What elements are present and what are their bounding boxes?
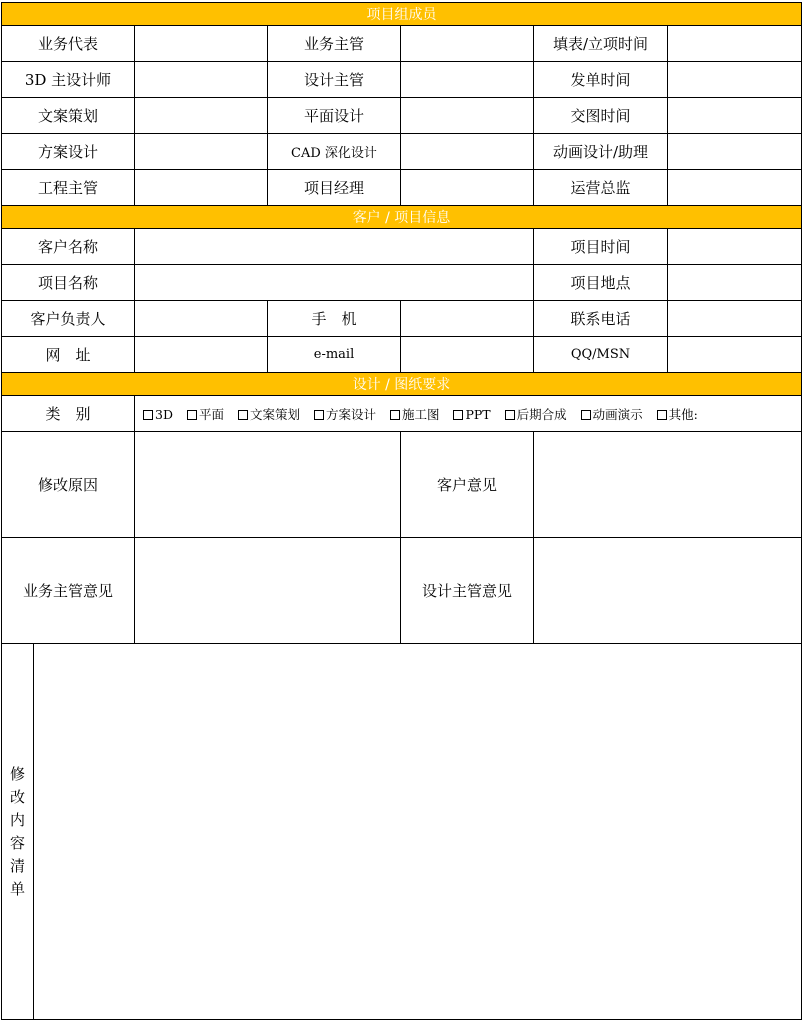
section-header-client: 客户 / 项目信息 xyxy=(2,206,802,229)
checkbox-icon[interactable] xyxy=(657,410,667,420)
label-email: e-mail xyxy=(268,337,401,373)
label-operations-director: 运营总监 xyxy=(534,170,668,206)
field-fill-time[interactable] xyxy=(668,26,802,62)
label-delivery-time: 交图时间 xyxy=(534,98,668,134)
checkbox-icon[interactable] xyxy=(314,410,324,420)
field-client-contact[interactable] xyxy=(135,301,268,337)
label-cad-detailing: CAD 深化设计 xyxy=(268,134,401,170)
section-header-design: 设计 / 图纸要求 xyxy=(2,373,802,396)
label-project-time: 项目时间 xyxy=(534,229,668,265)
label-scheme-design: 方案设计 xyxy=(2,134,135,170)
label-qq-msn: QQ/MSN xyxy=(534,337,668,373)
checkbox-icon[interactable] xyxy=(505,410,515,420)
checkbox-icon[interactable] xyxy=(390,410,400,420)
field-client-opinion[interactable] xyxy=(534,432,802,538)
section-header-members: 项目组成员 xyxy=(2,3,802,26)
field-design-supervisor[interactable] xyxy=(401,62,534,98)
label-design-supervisor: 设计主管 xyxy=(268,62,401,98)
label-revision-list: 修 改 内 容 清 单 xyxy=(2,644,34,1020)
label-animation-assistant: 动画设计/助理 xyxy=(534,134,668,170)
option-3d[interactable]: 3D xyxy=(143,407,173,422)
checkbox-icon[interactable] xyxy=(187,410,197,420)
option-graphic[interactable]: 平面 xyxy=(187,405,224,423)
field-project-time[interactable] xyxy=(668,229,802,265)
label-client-opinion: 客户意见 xyxy=(401,432,534,538)
field-cad-detailing[interactable] xyxy=(401,134,534,170)
label-dispatch-time: 发单时间 xyxy=(534,62,668,98)
label-business-supervisor-opinion: 业务主管意见 xyxy=(2,538,135,644)
label-revision-reason: 修改原因 xyxy=(2,432,135,538)
label-engineering-supervisor: 工程主管 xyxy=(2,170,135,206)
field-project-manager[interactable] xyxy=(401,170,534,206)
checkbox-icon[interactable] xyxy=(143,410,153,420)
field-project-location[interactable] xyxy=(668,265,802,301)
field-copy-planning[interactable] xyxy=(135,98,268,134)
option-animation-demo[interactable]: 动画演示 xyxy=(581,405,643,423)
category-options xyxy=(135,396,802,432)
option-other[interactable]: 其他: xyxy=(657,405,698,423)
field-phone[interactable] xyxy=(668,301,802,337)
label-phone: 联系电话 xyxy=(534,301,668,337)
field-website[interactable] xyxy=(135,337,268,373)
field-scheme-design[interactable] xyxy=(135,134,268,170)
option-ppt[interactable]: PPT xyxy=(453,407,490,422)
label-project-location: 项目地点 xyxy=(534,265,668,301)
label-website: 网 址 xyxy=(2,337,135,373)
project-form xyxy=(1,2,802,1020)
field-qq-msn[interactable] xyxy=(668,337,802,373)
field-lead-3d-designer[interactable] xyxy=(135,62,268,98)
label-business-supervisor: 业务主管 xyxy=(268,26,401,62)
option-post-compositing[interactable]: 后期合成 xyxy=(505,405,567,423)
field-operations-director[interactable] xyxy=(668,170,802,206)
field-project-name[interactable] xyxy=(135,265,534,301)
label-project-name: 项目名称 xyxy=(2,265,135,301)
field-graphic-design[interactable] xyxy=(401,98,534,134)
field-client-name[interactable] xyxy=(135,229,534,265)
checkbox-icon[interactable] xyxy=(453,410,463,420)
label-design-supervisor-opinion: 设计主管意见 xyxy=(401,538,534,644)
field-design-supervisor-opinion[interactable] xyxy=(534,538,802,644)
field-animation-assistant[interactable] xyxy=(668,134,802,170)
label-client-contact: 客户负责人 xyxy=(2,301,135,337)
field-engineering-supervisor[interactable] xyxy=(135,170,268,206)
field-business-supervisor-opinion[interactable] xyxy=(135,538,401,644)
label-project-manager: 项目经理 xyxy=(268,170,401,206)
label-fill-time: 填表/立项时间 xyxy=(534,26,668,62)
label-client-name: 客户名称 xyxy=(2,229,135,265)
label-graphic-design: 平面设计 xyxy=(268,98,401,134)
field-delivery-time[interactable] xyxy=(668,98,802,134)
field-mobile[interactable] xyxy=(401,301,534,337)
field-revision-reason[interactable] xyxy=(135,432,401,538)
option-construction-drawing[interactable]: 施工图 xyxy=(390,405,440,423)
label-lead-3d-designer: 3D 主设计师 xyxy=(2,62,135,98)
field-dispatch-time[interactable] xyxy=(668,62,802,98)
label-mobile: 手 机 xyxy=(268,301,401,337)
option-scheme-design[interactable]: 方案设计 xyxy=(314,405,376,423)
option-copy-planning[interactable]: 文案策划 xyxy=(238,405,300,423)
label-category: 类 别 xyxy=(2,396,135,432)
field-business-supervisor[interactable] xyxy=(401,26,534,62)
label-business-rep: 业务代表 xyxy=(2,26,135,62)
field-business-rep[interactable] xyxy=(135,26,268,62)
label-copy-planning: 文案策划 xyxy=(2,98,135,134)
field-revision-list[interactable] xyxy=(34,644,802,1020)
checkbox-icon[interactable] xyxy=(238,410,248,420)
field-email[interactable] xyxy=(401,337,534,373)
checkbox-icon[interactable] xyxy=(581,410,591,420)
